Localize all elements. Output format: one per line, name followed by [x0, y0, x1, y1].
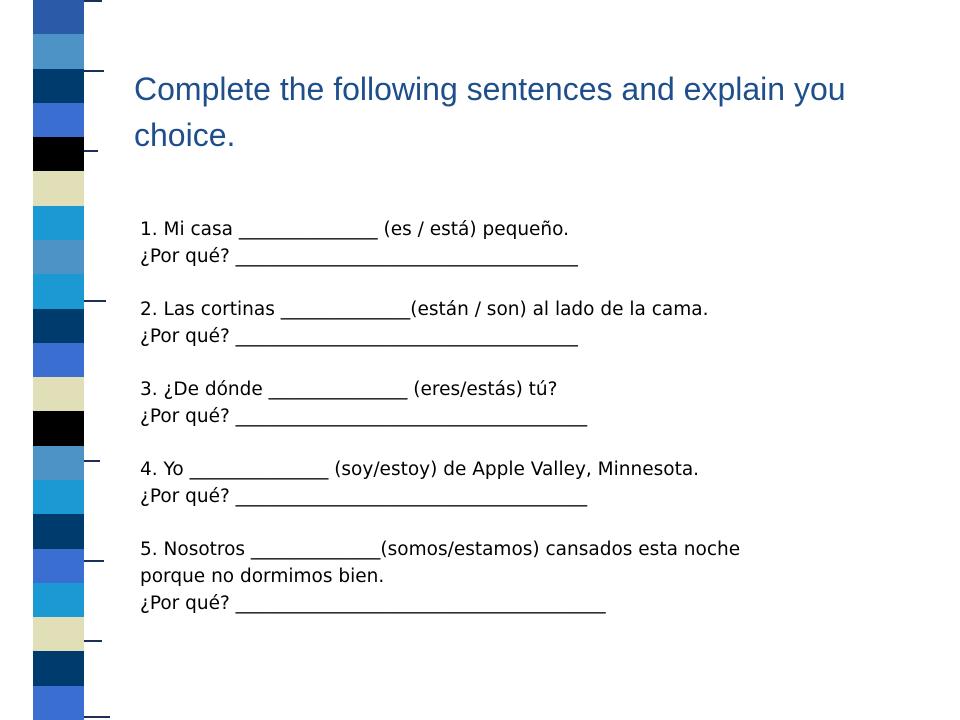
- decorative-tick-marks: [84, 0, 110, 720]
- question-3-sentence: 3. ¿De dónde _______________ (eres/estás) tú?: [140, 379, 558, 400]
- stripe-segment: [33, 137, 84, 171]
- stripe-segment: [33, 617, 84, 651]
- question-3: [140, 376, 940, 430]
- stripe-segment: [33, 583, 84, 617]
- question-1: [140, 216, 940, 270]
- stripe-segment: [33, 411, 84, 445]
- stripe-segment: [33, 240, 84, 274]
- stripe-segment: [33, 686, 84, 720]
- question-4: [140, 456, 940, 510]
- question-2-sentence: 2. Las cortinas ______________(están / son) al lado de la cama.: [140, 299, 709, 320]
- stripe-segment: [33, 343, 84, 377]
- question-2: [140, 296, 940, 350]
- question-list: [140, 216, 940, 643]
- decorative-stripe: [33, 0, 84, 720]
- stripe-tick: [84, 70, 104, 72]
- stripe-segment: [33, 309, 84, 343]
- stripe-tick: [84, 150, 98, 152]
- question-4-explanation: ¿Por qué? ______________________________________: [140, 486, 588, 507]
- question-1-sentence: 1. Mi casa _______________ (es / está) pequeño.: [140, 219, 570, 240]
- question-5: [140, 536, 940, 617]
- stripe-segment: [33, 651, 84, 685]
- stripe-segment: [33, 274, 84, 308]
- stripe-tick: [84, 560, 104, 562]
- question-5-explanation: ¿Por qué? ________________________________________: [140, 593, 606, 614]
- question-4-sentence: 4. Yo _______________ (soy/estoy) de Apple Valley, Minnesota.: [140, 459, 700, 480]
- stripe-segment: [33, 514, 84, 548]
- stripe-tick: [84, 0, 102, 2]
- stripe-tick: [84, 300, 106, 302]
- slide-title: Complete the following sentences and explain you choice.: [134, 71, 846, 153]
- stripe-segment: [33, 206, 84, 240]
- stripe-segment: [33, 446, 84, 480]
- question-2-explanation: ¿Por qué? _____________________________________: [140, 326, 578, 347]
- stripe-tick: [84, 460, 100, 462]
- stripe-segment: [33, 103, 84, 137]
- question-3-explanation: ¿Por qué? ______________________________________: [140, 406, 588, 427]
- stripe-segment: [33, 69, 84, 103]
- question-5-sentence: 5. Nosotros ______________(somos/estamos) cansados esta noche: [140, 539, 741, 560]
- question-1-explanation: ¿Por qué? _____________________________________: [140, 246, 578, 267]
- question-5-sentence-continued: porque no dormimos bien.: [140, 566, 385, 587]
- stripe-tick: [84, 640, 102, 642]
- stripe-segment: [33, 34, 84, 68]
- stripe-segment: [33, 549, 84, 583]
- stripe-tick: [84, 716, 110, 718]
- stripe-segment: [33, 171, 84, 205]
- stripe-segment: [33, 377, 84, 411]
- stripe-segment: [33, 0, 84, 34]
- stripe-segment: [33, 480, 84, 514]
